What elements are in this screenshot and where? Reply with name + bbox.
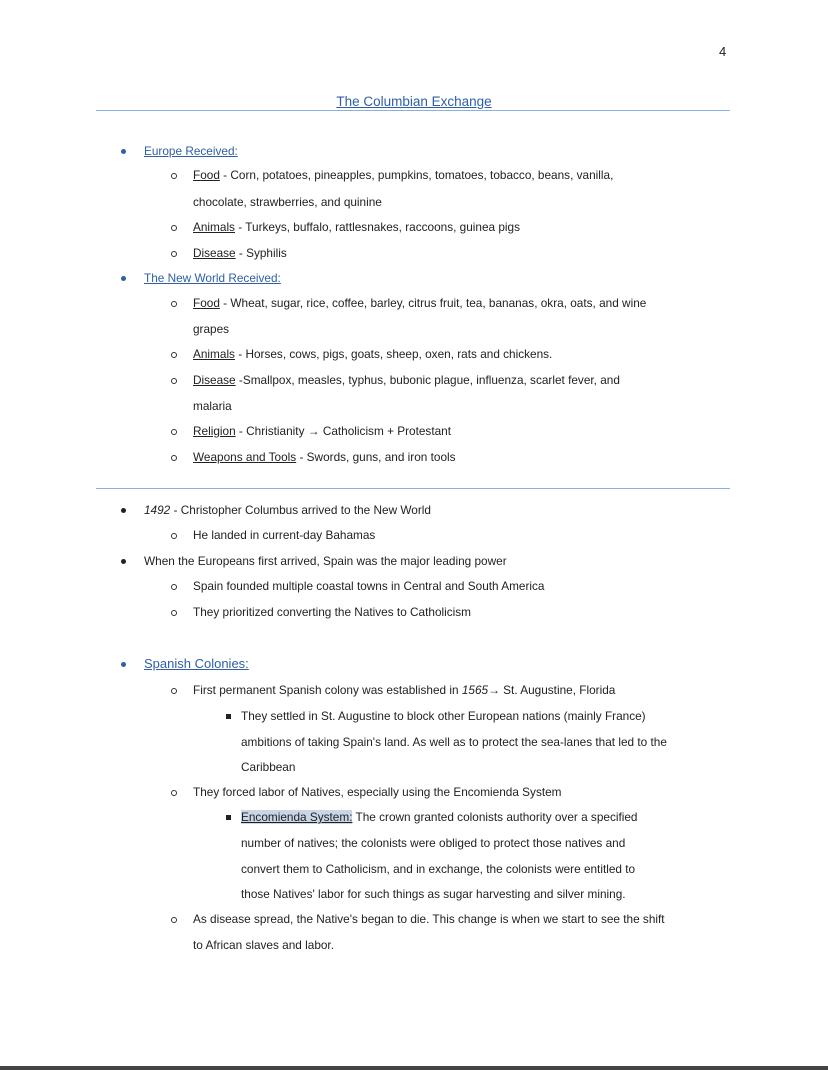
newworld-animals: Animals - Horses, cows, pigs, goats, sheep, oxen, rats and chickens. — [193, 347, 553, 361]
bullet — [121, 508, 126, 513]
newworld-food-cont: grapes — [193, 322, 230, 336]
europe-disease: Disease - Syphilis — [193, 246, 287, 260]
sub-bullet — [171, 790, 177, 796]
newworld-weapons: Weapons and Tools - Swords, guns, and iron tools — [193, 450, 456, 464]
columbus-line: 1492 - Christopher Columbus arrived to the New World — [144, 503, 431, 517]
sub-bullet — [171, 688, 177, 694]
newworld-disease-cont: malaria — [193, 399, 232, 413]
divider-top — [96, 110, 730, 111]
bullet — [121, 662, 126, 667]
sub-bullet — [171, 301, 177, 307]
encomienda-definition: Encomienda System: The crown granted colonists authority over a specified — [241, 810, 638, 824]
sub-bullet — [171, 378, 177, 384]
newworld-religion: Religion - Christianity → Catholicism + Protestant — [193, 424, 452, 438]
encomienda-definition-3: convert them to Catholicism, and in exchange, the colonists were entitled to — [241, 862, 636, 876]
sub-bullet — [171, 455, 177, 461]
europe-food: Food - Corn, potatoes, pineapples, pumpkins, tomatoes, tobacco, beans, vanilla, — [193, 168, 614, 182]
sub-bullet — [171, 917, 177, 923]
colonies-heading: Spanish Colonies: — [144, 656, 249, 671]
columbus-sub: He landed in current-day Bahamas — [193, 528, 376, 542]
colonies-forced: They forced labor of Natives, especially using the Encomienda System — [193, 785, 562, 799]
sub-bullet — [171, 584, 177, 590]
sub-bullet — [171, 610, 177, 616]
colonies-first: First permanent Spanish colony was established in 1565→ St. Augustine, Florida — [193, 683, 616, 697]
spain-power-sub2: They prioritized converting the Natives to Catholicism — [193, 605, 471, 619]
europe-heading: Europe Received: — [144, 144, 238, 158]
colonies-settled-2: ambitions of taking Spain's land. As well as to protect the sea-lanes that led to the — [241, 735, 667, 749]
encomienda-definition-2: number of natives; the colonists were obliged to protect those natives and — [241, 836, 626, 850]
sub-bullet — [171, 173, 177, 179]
bullet — [121, 149, 126, 154]
square-bullet — [226, 714, 231, 719]
page-title: The Columbian Exchange — [336, 94, 492, 109]
newworld-heading: The New World Received: — [144, 271, 281, 285]
sub-bullet — [171, 429, 177, 435]
europe-animals: Animals - Turkeys, buffalo, rattlesnakes, raccoons, guinea pigs — [193, 220, 520, 234]
colonies-settled-3: Caribbean — [241, 760, 296, 774]
bullet — [121, 559, 126, 564]
sub-bullet — [171, 533, 177, 539]
spain-power-sub1: Spain founded multiple coastal towns in Central and South America — [193, 579, 545, 593]
sub-bullet — [171, 352, 177, 358]
newworld-food: Food - Wheat, sugar, rice, coffee, barley, citrus fruit, tea, bananas, okra, oats, and wine — [193, 296, 647, 310]
bullet — [121, 276, 126, 281]
page-bottom-edge — [0, 1066, 828, 1070]
square-bullet — [226, 815, 231, 820]
europe-food-cont: chocolate, strawberries, and quinine — [193, 195, 382, 209]
sub-bullet — [171, 225, 177, 231]
page-number: 4 — [719, 44, 727, 59]
colonies-disease: As disease spread, the Native's began to die. This change is when we start to see the shift — [193, 912, 665, 926]
spain-power: When the Europeans first arrived, Spain was the major leading power — [144, 554, 507, 568]
sub-bullet — [171, 251, 177, 257]
colonies-settled-1: They settled in St. Augustine to block other European nations (mainly France) — [241, 709, 646, 723]
newworld-disease: Disease -Smallpox, measles, typhus, bubonic plague, influenza, scarlet fever, and — [193, 373, 620, 387]
encomienda-definition-4: those Natives' labor for such things as sugar harvesting and silver mining. — [241, 887, 626, 901]
divider-middle — [96, 488, 730, 489]
colonies-disease-cont: to African slaves and labor. — [193, 938, 334, 952]
